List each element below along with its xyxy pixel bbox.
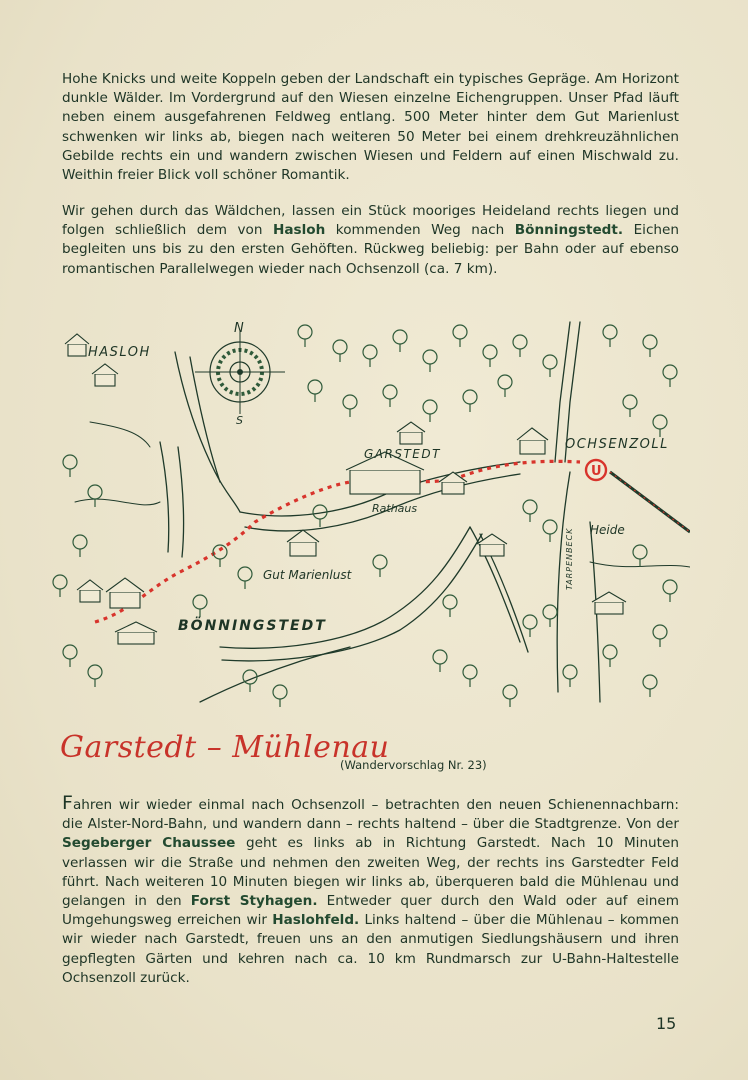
- label-ochsenzoll: OCHSENZOLL: [565, 437, 669, 452]
- tree-icon: [363, 345, 377, 359]
- tree-icon: [193, 595, 207, 609]
- paragraph-garstedt-muehlenau: Fahren wir wieder einmal nach Ochsenzoll – betrachten den neuen Schienennachbarn: die Alster-Nord-Bahn, und wandern dann – rechts haltend – über die Stadtgrenze. Von der Segeberger Chaussee geht es links ab in Richtung Garstedt. Nach 10 Minuten verlassen wir die Straße und nehmen den zweiten Weg, der rechts ins Garstedter Feld führt. Nach weiteren 10 Minuten biegen wir links ab, überqueren bald die Mühlenau und gelangen in den Forst Styhagen. Entweder quer durch den Wald oder auf einem Umgehungsweg erreichen wir Haslohfeld. Links haltend – über die Mühlenau – kommen wir wieder nach Garstedt, freuen uns an den anmutigen Siedlungshäusern und ihren gepflegten Gärten und kehren nach ca. 10 km Rundmarsch zur U-Bahn-Haltestelle Ochsenzoll zurück.: [62, 792, 679, 986]
- tree-icon: [543, 605, 557, 619]
- compass-south-label: S: [236, 414, 243, 427]
- tree-icon: [543, 355, 557, 369]
- tree-icon: [653, 415, 667, 429]
- drop-cap: F: [62, 792, 73, 814]
- tree-icon: [543, 520, 557, 534]
- compass-north-label: N: [234, 321, 244, 336]
- paragraph-return-route: Wir gehen durch das Wäldchen, lassen ein Stück mooriges Heideland rechts liegen und folgen schließlich dem von Hasloh kommenden Weg nach Bönningstedt. Eichen begleiten uns bis zu den ersten Gehöften. Rückweg beliebig: per Bahn oder auf ebenso romantischen Parallelwegen wieder nach Ochsenzoll (ca. 7 km).: [62, 203, 680, 277]
- tree-icon: [463, 390, 477, 404]
- tree-icon: [603, 645, 617, 659]
- tree-icon: [663, 365, 677, 379]
- ubahn-label: U: [591, 464, 602, 479]
- tree-icon: [63, 455, 77, 469]
- tree-icon: [308, 380, 322, 394]
- tree-icon: [643, 675, 657, 689]
- label-garstedt: GARSTEDT: [364, 447, 441, 461]
- tree-icon: [393, 330, 407, 344]
- tree-icon: [423, 400, 437, 414]
- place-hasloh: Hasloh: [272, 222, 326, 239]
- tree-icon: [513, 335, 527, 349]
- tree-icon: [423, 350, 437, 364]
- trees-group: [53, 325, 677, 707]
- tree-icon: [563, 665, 577, 679]
- label-hasloh: HASLOH: [88, 345, 151, 360]
- tree-icon: [623, 395, 637, 409]
- tree-icon: [633, 545, 647, 559]
- houses-group: [65, 334, 626, 644]
- tree-icon: [483, 345, 497, 359]
- section-heading: [60, 730, 700, 780]
- place-haslohfeld: Haslohfeld.: [272, 912, 360, 929]
- tree-icon: [63, 645, 77, 659]
- tree-icon: [523, 615, 537, 629]
- hiking-route: [95, 461, 580, 622]
- tree-icon: [383, 385, 397, 399]
- label-rathaus: Rathaus: [372, 502, 418, 515]
- tree-icon: [73, 535, 87, 549]
- tree-icon: [273, 685, 287, 699]
- tree-icon: [238, 567, 252, 581]
- hiking-map: [50, 312, 690, 714]
- tree-icon: [453, 325, 467, 339]
- ubahn-station-icon: [586, 460, 606, 480]
- tree-icon: [373, 555, 387, 569]
- tree-icon: [603, 325, 617, 339]
- label-tarpenbeck: TARPENBECK: [565, 527, 574, 590]
- tree-icon: [498, 375, 512, 389]
- tree-icon: [213, 545, 227, 559]
- label-boenningstedt: BÖNNINGSTEDT: [178, 618, 327, 634]
- tree-icon: [663, 580, 677, 594]
- place-segeberger-chaussee: Segeberger Chaussee: [62, 835, 236, 852]
- paragraph-hasloh-walk: Hohe Knicks und weite Koppeln geben der Landschaft ein typisches Gepräge. Am Horizont dunkle Wälder. Im Vordergrund auf den Wiesen einzelne Eichengruppen. Unser Pfad läuft neben einem ausgefahrenen Feldweg entlang. 500 Meter hinter dem Gut Marienlust schwenken wir links ab, biegen nach weiteren 50 Meter bei einem drehkreuzähnlichen Gebilde rechts ein und wandern zwischen Wiesen und Feldern auf einen Mischwald zu. Weithin freier Blick voll schöner Romantik.: [62, 71, 679, 184]
- tree-icon: [443, 595, 457, 609]
- tree-icon: [653, 625, 667, 639]
- tree-icon: [433, 650, 447, 664]
- tree-icon: [463, 665, 477, 679]
- tree-icon: [333, 340, 347, 354]
- compass-rose-icon: [195, 330, 285, 414]
- section-title: Garstedt – Mühlenau: [60, 730, 390, 765]
- tree-icon: [88, 665, 102, 679]
- page-number: 15: [656, 1014, 677, 1033]
- place-forst-styhagen: Forst Styhagen.: [190, 893, 318, 910]
- tree-icon: [503, 685, 517, 699]
- tree-icon: [523, 500, 537, 514]
- tree-icon: [53, 575, 67, 589]
- tree-icon: [343, 395, 357, 409]
- tree-icon: [88, 485, 102, 499]
- label-gut-marienlust: Gut Marienlust: [263, 568, 352, 582]
- place-boenningstedt: Bönningstedt.: [514, 222, 624, 239]
- suggestion-number: (Wandervorschlag Nr. 23): [340, 758, 487, 772]
- tree-icon: [643, 335, 657, 349]
- tree-icon: [298, 325, 312, 339]
- label-heide: Heide: [590, 523, 625, 537]
